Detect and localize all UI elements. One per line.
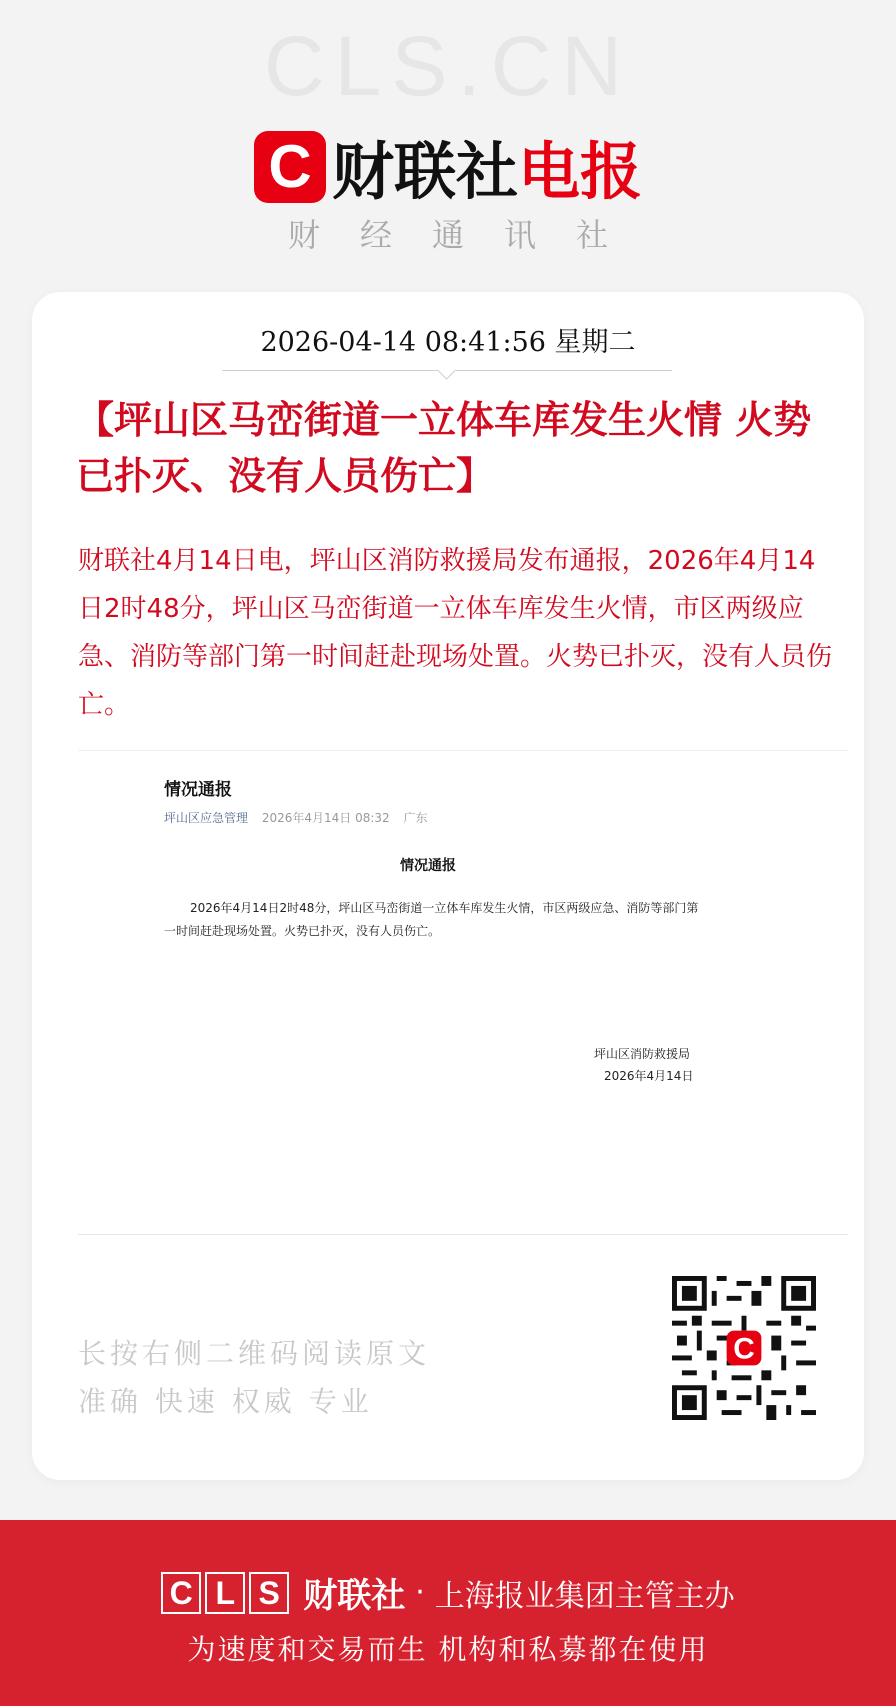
notice-title: 情况通报 xyxy=(164,780,232,800)
notice-date: 2026年4月14日 08:32 xyxy=(261,811,390,825)
footer-brand-row xyxy=(0,1568,896,1617)
notice-signature: 坪山区消防救援局 xyxy=(594,1047,691,1061)
footer-subtitle: 上海报业集团主管主办 xyxy=(434,1578,735,1614)
qr-code-icon[interactable] xyxy=(672,1276,816,1420)
cls-letter-c: C xyxy=(161,1572,201,1614)
brand-name: 财联社 xyxy=(331,135,518,208)
embedded-notice-screenshot xyxy=(78,750,848,1131)
footer-tagline: 为速度和交易而生 机构和私募都在使用 xyxy=(187,1633,709,1666)
article-lead: 财联社4月14日电，坪山区消防救援局发布通报，2026年4月14日2时48分，坪山区马峦街道一立体车库发生火情，市区两级应急、消防等部门第一时间赶赴现场处置。火势已扑灭，没有人员伤亡。 xyxy=(78,546,833,720)
qr-badge-letter: C xyxy=(733,1332,755,1366)
notice-center-title: 情况通报 xyxy=(400,858,456,874)
brand-slogan: 财经通讯社 xyxy=(287,216,648,254)
notice-source: 坪山区应急管理 xyxy=(164,811,249,825)
notice-region: 广东 xyxy=(403,811,428,825)
news-card xyxy=(32,292,864,1480)
notice-meta xyxy=(164,809,428,826)
cls-watermark: CLS.CN xyxy=(263,19,633,113)
notice-body: 2026年4月14日2时48分，坪山区马峦街道一立体车库发生火情，市区两级应急、消防等部门第一时间赶赴现场处置。火势已扑灭，没有人员伤亡。 xyxy=(164,901,699,938)
brand-logo xyxy=(0,122,896,211)
logo-letter: C xyxy=(268,132,312,200)
footer-brand: 财联社 xyxy=(303,1576,406,1616)
datetime-notch xyxy=(437,361,455,379)
qr-hint: 长按右侧二维码阅读原文 xyxy=(78,1337,431,1370)
footer-separator: · xyxy=(415,1575,425,1610)
notice-sign-date: 2026年4月14日 xyxy=(604,1069,694,1083)
article-headline: 【坪山区马峦街道一立体车库发生火情 火势已扑灭、没有人员伤亡】 xyxy=(76,397,812,498)
publish-datetime: 2026-04-14 08:41:56 星期二 xyxy=(260,327,636,358)
cls-letter-l: L xyxy=(205,1572,245,1614)
brand-values: 准确 快速 权威 专业 xyxy=(78,1385,373,1418)
footer-banner xyxy=(0,1520,896,1706)
brand-accent: 电报 xyxy=(518,135,643,208)
logo-badge xyxy=(254,131,326,203)
card-divider xyxy=(78,1234,848,1235)
cls-letter-s: S xyxy=(249,1572,289,1614)
